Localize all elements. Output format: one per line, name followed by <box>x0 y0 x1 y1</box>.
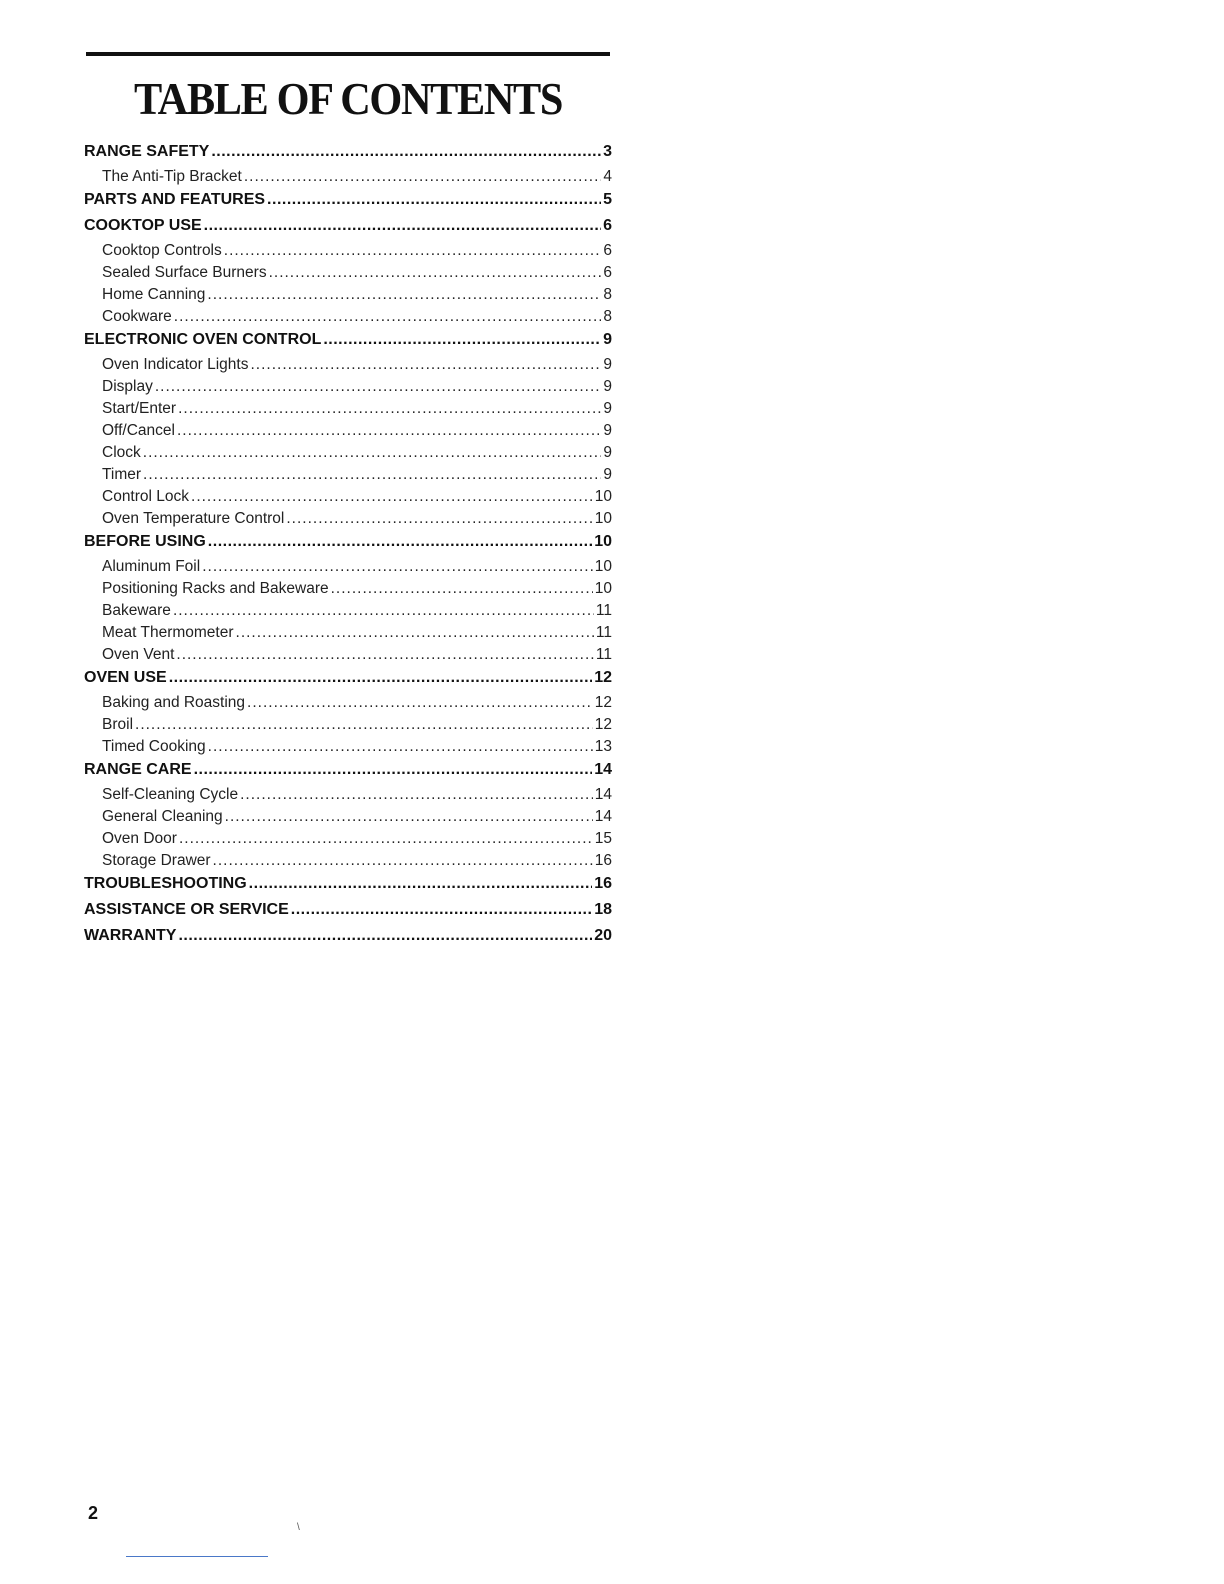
toc-entry-page: 4 <box>603 168 612 185</box>
toc-entry-label: Start/Enter <box>102 400 177 417</box>
toc-subsection-entry <box>84 354 612 376</box>
page-title: TABLE OF CONTENTS <box>133 73 563 124</box>
toc-subsection-entry <box>84 240 612 262</box>
toc-entry-label: COOKTOP USE <box>84 217 202 234</box>
toc-entry-label: The Anti-Tip Bracket <box>102 168 242 185</box>
toc-subsection-entry <box>84 784 612 806</box>
toc-entry-page: 10 <box>594 533 612 550</box>
toc-section-entry <box>84 758 612 784</box>
toc-subsection-entry <box>84 420 612 442</box>
toc-entry-label: Clock <box>102 444 141 461</box>
toc-subsection-entry <box>84 600 612 622</box>
dot-leader <box>211 140 601 164</box>
dot-leader <box>208 530 592 554</box>
toc-entry-page: 9 <box>603 466 612 483</box>
dot-leader <box>204 214 601 238</box>
toc-entry-page: 5 <box>603 191 612 208</box>
dot-leader <box>286 508 592 530</box>
title-top-rule <box>86 52 610 56</box>
toc-entry-label: Positioning Racks and Bakeware <box>102 580 329 597</box>
toc-entry-page: 10 <box>594 580 612 597</box>
toc-entry-page: 9 <box>603 422 612 439</box>
dot-leader <box>173 600 594 622</box>
dot-leader <box>267 188 601 212</box>
toc-entry-label: WARRANTY <box>84 927 177 944</box>
dot-leader <box>291 898 592 922</box>
toc-subsection-entry <box>84 166 612 188</box>
dot-leader <box>143 464 601 486</box>
toc-entry-page: 10 <box>594 558 612 575</box>
dot-leader <box>213 850 593 872</box>
toc-entry-label: Meat Thermometer <box>102 624 234 641</box>
toc-entry-page: 14 <box>594 761 612 778</box>
toc-section-entry <box>84 214 612 240</box>
dot-leader <box>179 828 593 850</box>
toc-section-entry <box>84 898 612 924</box>
toc-entry-label: Timer <box>102 466 142 483</box>
toc-entry-page: 12 <box>594 669 612 686</box>
toc-subsection-entry <box>84 692 612 714</box>
dot-leader <box>240 784 593 806</box>
dot-leader <box>323 328 601 352</box>
toc-entry-page: 10 <box>594 488 612 505</box>
toc-subsection-entry <box>84 508 612 530</box>
toc-entry-page: 3 <box>603 143 612 160</box>
toc-entry-page: 14 <box>594 808 612 825</box>
toc-entry-label: Oven Temperature Control <box>102 510 285 527</box>
dot-leader <box>155 376 602 398</box>
dot-leader <box>208 736 593 758</box>
toc-entry-page: 11 <box>595 624 612 641</box>
scan-mark: \ <box>297 1522 300 1533</box>
dot-leader <box>176 644 594 666</box>
toc-entry-page: 15 <box>594 830 612 847</box>
toc-entry-page: 11 <box>595 602 612 619</box>
toc-entry-page: 14 <box>594 786 612 803</box>
toc-section-entry <box>84 328 612 354</box>
toc-entry-page: 9 <box>603 444 612 461</box>
dot-leader <box>250 354 601 376</box>
toc-subsection-entry <box>84 644 612 666</box>
toc-entry-page: 6 <box>603 242 612 259</box>
toc-subsection-entry <box>84 578 612 600</box>
toc-entry-page: 8 <box>603 308 612 325</box>
toc-subsection-entry <box>84 806 612 828</box>
toc-subsection-entry <box>84 486 612 508</box>
bottom-rule <box>126 1556 268 1557</box>
dot-leader <box>249 872 593 896</box>
dot-leader <box>236 622 594 644</box>
toc-entry-page: 9 <box>603 378 612 395</box>
dot-leader <box>135 714 593 736</box>
toc-subsection-entry <box>84 736 612 758</box>
toc-subsection-entry <box>84 850 612 872</box>
dot-leader <box>178 398 601 420</box>
dot-leader <box>331 578 593 600</box>
toc-section-entry <box>84 530 612 556</box>
toc-entry-label: Oven Door <box>102 830 177 847</box>
toc-entry-label: ASSISTANCE OR SERVICE <box>84 901 289 918</box>
toc-entry-label: Oven Vent <box>102 646 175 663</box>
dot-leader <box>207 284 601 306</box>
toc-entry-page: 16 <box>594 875 612 892</box>
toc-subsection-entry <box>84 464 612 486</box>
toc-entry-label: Baking and Roasting <box>102 694 246 711</box>
toc-entry-label: General Cleaning <box>102 808 223 825</box>
toc-subsection-entry <box>84 828 612 850</box>
toc-entry-label: Broil <box>102 716 134 733</box>
toc-section-entry <box>84 666 612 692</box>
toc-entry-label: OVEN USE <box>84 669 167 686</box>
toc-entry-label: TROUBLESHOOTING <box>84 875 247 892</box>
toc-entry-label: Timed Cooking <box>102 738 206 755</box>
toc-entry-label: RANGE CARE <box>84 761 192 778</box>
toc-entry-label: ELECTRONIC OVEN CONTROL <box>84 331 322 348</box>
toc-entry-page: 6 <box>603 217 612 234</box>
toc-section-entry <box>84 188 612 214</box>
dot-leader <box>169 666 593 690</box>
dot-leader <box>143 442 602 464</box>
toc-entry-label: Bakeware <box>102 602 171 619</box>
toc-entry-page: 11 <box>595 646 612 663</box>
toc-subsection-entry <box>84 376 612 398</box>
toc-entry-page: 12 <box>594 694 612 711</box>
toc-entry-page: 13 <box>594 738 612 755</box>
dot-leader <box>178 924 592 948</box>
toc-entry-page: 18 <box>594 901 612 918</box>
dot-leader <box>177 420 601 442</box>
dot-leader <box>194 758 593 782</box>
toc-entry-label: PARTS AND FEATURES <box>84 191 266 208</box>
toc-entry-page: 9 <box>603 356 612 373</box>
toc-subsection-entry <box>84 714 612 736</box>
toc-subsection-entry <box>84 306 612 328</box>
toc-entry-page: 8 <box>603 286 612 303</box>
dot-leader <box>202 556 593 578</box>
toc-entry-label: Aluminum Foil <box>102 558 201 575</box>
dot-leader <box>247 692 593 714</box>
toc-entry-label: Storage Drawer <box>102 852 211 869</box>
dot-leader <box>244 166 602 188</box>
toc-entry-label: Oven Indicator Lights <box>102 356 249 373</box>
toc-entry-label: Self-Cleaning Cycle <box>102 786 239 803</box>
toc-entry-page: 9 <box>603 331 612 348</box>
toc-entry-label: Cooktop Controls <box>102 242 222 259</box>
toc-section-entry <box>84 924 612 950</box>
toc-entry-label: Display <box>102 378 153 395</box>
toc-entry-label: Sealed Surface Burners <box>102 264 267 281</box>
page-number: 2 <box>88 1503 99 1523</box>
toc-entry-label: Cookware <box>102 308 172 325</box>
toc-subsection-entry <box>84 442 612 464</box>
toc-entry-page: 10 <box>594 510 612 527</box>
toc-subsection-entry <box>84 556 612 578</box>
toc-entry-label: RANGE SAFETY <box>84 143 210 160</box>
toc-entry-page: 12 <box>594 716 612 733</box>
toc-entry-label: Off/Cancel <box>102 422 175 439</box>
dot-leader <box>225 806 593 828</box>
toc-subsection-entry <box>84 262 612 284</box>
toc-entry-label: Home Canning <box>102 286 206 303</box>
toc-entry-label: Control Lock <box>102 488 190 505</box>
table-of-contents <box>84 140 612 950</box>
dot-leader <box>174 306 602 328</box>
dot-leader <box>269 262 602 284</box>
toc-subsection-entry <box>84 622 612 644</box>
toc-section-entry <box>84 872 612 898</box>
toc-entry-page: 9 <box>603 400 612 417</box>
toc-entry-page: 16 <box>594 852 612 869</box>
toc-subsection-entry <box>84 398 612 420</box>
toc-entry-page: 6 <box>603 264 612 281</box>
toc-entry-label: BEFORE USING <box>84 533 206 550</box>
toc-section-entry <box>84 140 612 166</box>
toc-entry-page: 20 <box>594 927 612 944</box>
dot-leader <box>191 486 593 508</box>
toc-subsection-entry <box>84 284 612 306</box>
dot-leader <box>224 240 602 262</box>
